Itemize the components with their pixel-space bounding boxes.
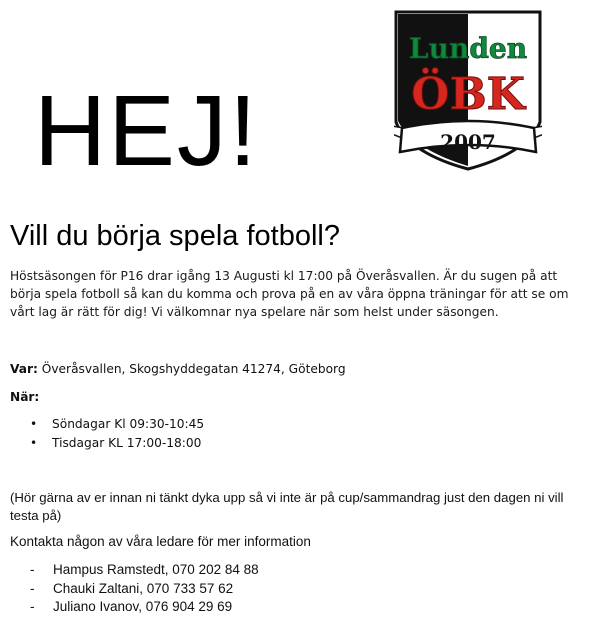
list-item: - Hampus Ramstedt, 070 202 84 88 [30,561,259,580]
list-item: • Söndagar Kl 09:30-10:45 [30,415,204,434]
note-paragraph: (Hör gärna av er innan ni tänkt dyka upp så vi inte är på cup/sammandrag just den dagen ni vill testa på) [10,490,564,523]
headline: Vill du börja spela fotboll? [10,220,340,252]
schedule-list [30,415,204,453]
leaders-list [30,561,259,617]
location-line [10,360,346,378]
list-item: - Chauki Zaltani, 070 733 57 62 [30,580,259,599]
intro-paragraph: Höstsäsongen för P16 drar igång 13 Augusti kl 17:00 på Överåsvallen. Är du sugen på att börja spela fotboll så kan du komma och prova på en av våra öppna träningar för att se om vårt lag är rätt för dig! Vi välkomnar nya spelare när som helst under säsongen. [10,269,569,319]
logo-main-text: ÖBK [411,69,525,120]
club-logo [394,10,542,172]
greeting-heading: HEJ! [34,75,259,187]
contact-heading: Kontakta någon av våra ledare för mer information [10,534,311,549]
list-item: • Tisdagar KL 17:00-18:00 [30,434,204,453]
location-value: Överåsvallen, Skogshyddegatan 41274, Göteborg [37,362,346,376]
logo-year: 2007 [440,130,496,154]
location-label: Var: [10,362,38,376]
list-item: - Juliano Ivanov, 076 904 29 69 [30,598,259,617]
logo-top-text: Lunden [408,32,528,65]
schedule-label: När: [10,390,40,404]
